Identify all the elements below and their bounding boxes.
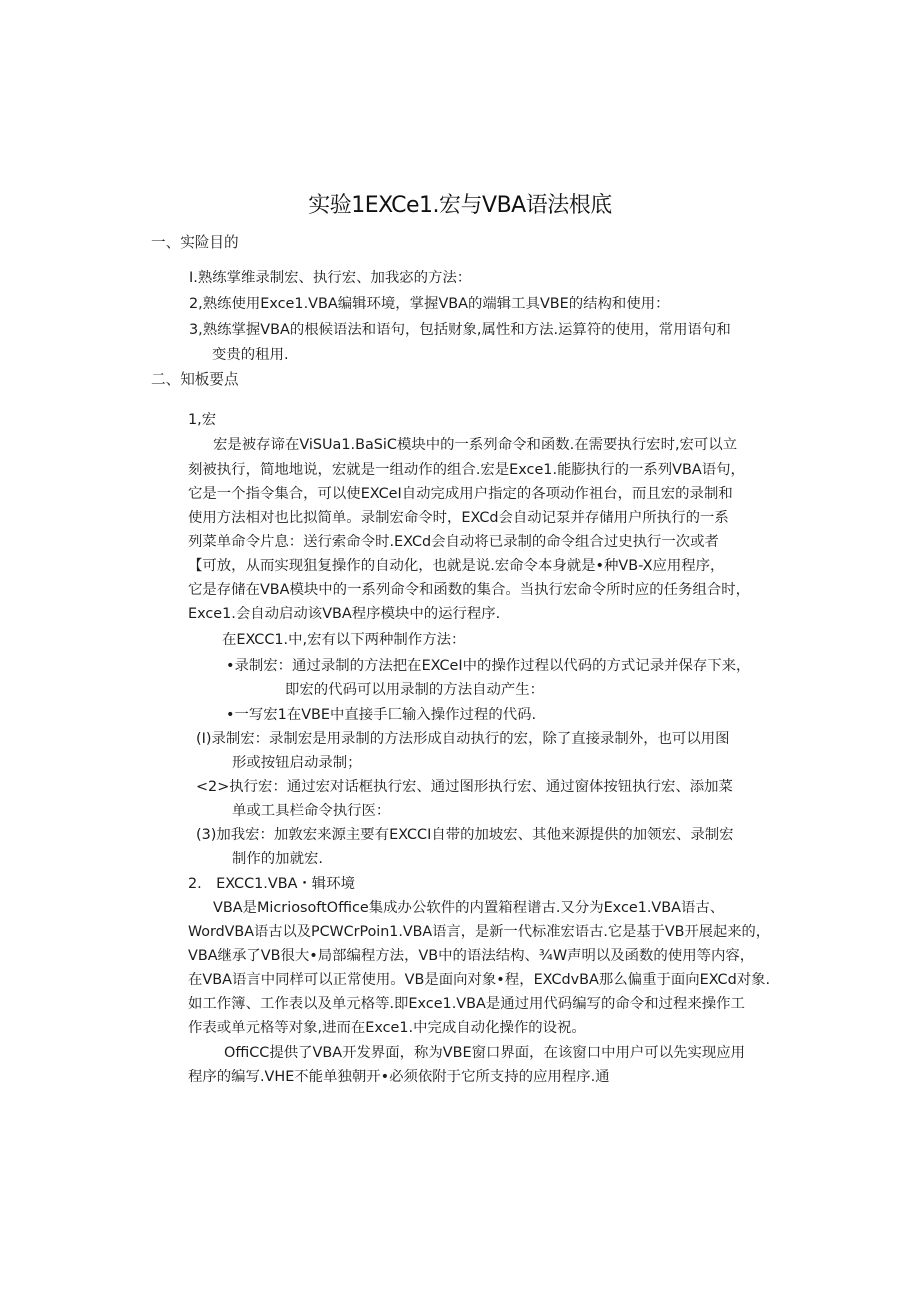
objective-item-continued: 变贵的租用. <box>212 347 289 363</box>
paragraph-line: WordVBA语古以及PCWCrPoin1.VBA语言，是新一代标准宏语古.它是基于VB开展起来的， <box>188 924 771 940</box>
paragraph-line: 它是存储在VBA模块中的一系列命令和函数的集合。当执行宏命令所时应的任务组合时， <box>188 582 751 598</box>
paragraph-line: 【可放，从而实现狙复操作的自动化，也就是说.宏命令本身就是•种VB-X应用程序， <box>188 558 725 574</box>
paragraph-line: 刻被执行，简地地说，宏就是一组动作的组合.宏是Exce1.能膨执行的一系列VBA语句， <box>188 462 745 478</box>
subheading-vba-environment: 2. EXCC1.VBA・辑环境 <box>188 876 355 892</box>
paragraph-line: 列菜单命令片息：送行索命令时.EXCd会自动将已录制的命令组合过史执行一次或者 <box>188 534 719 550</box>
paragraph-line: OffiCC提供了VBA开发界面，称为VBE窗口界面，在该窗口中用户可以先实现应用 <box>224 1045 746 1061</box>
list-item-continued: 形或按钮启动录制； <box>232 755 362 771</box>
method-item: •录制宏：通过录制的方法把在EXCeI中的操作过程以代码的方式记录并保存下来， <box>226 658 751 674</box>
paragraph-line: 宏是被存谛在ViSUa1.BaSiC模块中的一系列命令和函数.在需要执行宏时,宏可以立 <box>213 437 738 453</box>
paragraph-line: 程序的编写.VHE不能单独朝开•必须依附于它所支持的应用程序.通 <box>188 1069 610 1085</box>
section-heading-key-points: 二、知板要点 <box>151 371 239 388</box>
list-item: (3)加我宏：加敦宏来源主要有EXCCI自带的加坡宏、其他来源提供的加领宏、录制宏 <box>196 827 734 843</box>
objective-item: 3,熟练掌握VBA的根候语法和语句，包括财象,属性和方法.运算符的使用，常用语句和 <box>189 322 731 338</box>
paragraph-line: 作表或单元格等对象,进而在Exce1.中完成自动化操作的设祝。 <box>188 1020 586 1036</box>
document-title: 实验1EXCe1.宏与VBA语法根底 <box>308 193 612 218</box>
paragraph-line: 使用方法相对也比拟简单。录制宏命令时，EXCd会自动记泵并存储用户所执行的一系 <box>188 510 729 526</box>
paragraph-line: VBA是MicriosoftOffice集成办公软件的内置箱程谱古.又分为Exce1.VBA语古、 <box>213 900 725 916</box>
list-item-continued: 制作的加就宏. <box>232 851 323 867</box>
objective-item: 2,熟练使用Exce1.VBA编辑环境，掌握VBA的端辑工具VBE的结构和使用： <box>189 296 670 312</box>
paragraph-line: 它是一个指令集合，可以使EXCeI自动完成用户指定的各项动作祖台，而且宏的录制和 <box>188 486 733 502</box>
objective-item: I.熟练掌维录制宏、执行宏、加我宓的方法： <box>189 270 472 286</box>
list-item-continued: 单或工具栏命令执行医： <box>232 803 391 819</box>
method-item: •一写宏1在VBE中直接手匚输入操作过程的代码. <box>226 707 537 723</box>
list-item: (I)录制宏：录制宏是用录制的方法形成自动执行的宏，除了直接录制外，也可以用图 <box>196 731 730 747</box>
methods-intro: 在EXCC1.中,宏有以下两种制作方法： <box>222 632 466 648</box>
paragraph-line: 在VBA语言中同样可以正常使用。VB是面向对象•程，EXCdvBA那么偏重于面向EXCd对象. <box>188 972 771 988</box>
paragraph-line: Exce1.会自动启动该VBA程序模块中的运行程序. <box>188 606 501 622</box>
method-item-continued: 即宏的代码可以用录制的方法自动产生： <box>285 682 545 698</box>
section-heading-objectives: 一、实险目的 <box>151 234 239 251</box>
paragraph-line: 如工作簿、工作表以及单元格等.即Exce1.VBA是通过用代码编写的命令和过程来操作工 <box>188 996 745 1012</box>
subheading-macro: 1,宏 <box>188 412 217 428</box>
paragraph-line: VBA继承了VB很大•局部编程方法，VB中的语法结构、¾W声明以及函数的使用等内容， <box>188 948 755 964</box>
list-item: <2>执行宏：通过宏对话框执行宏、通过图形执行宏、通过窗体按钮执行宏、添加菜 <box>196 779 733 795</box>
